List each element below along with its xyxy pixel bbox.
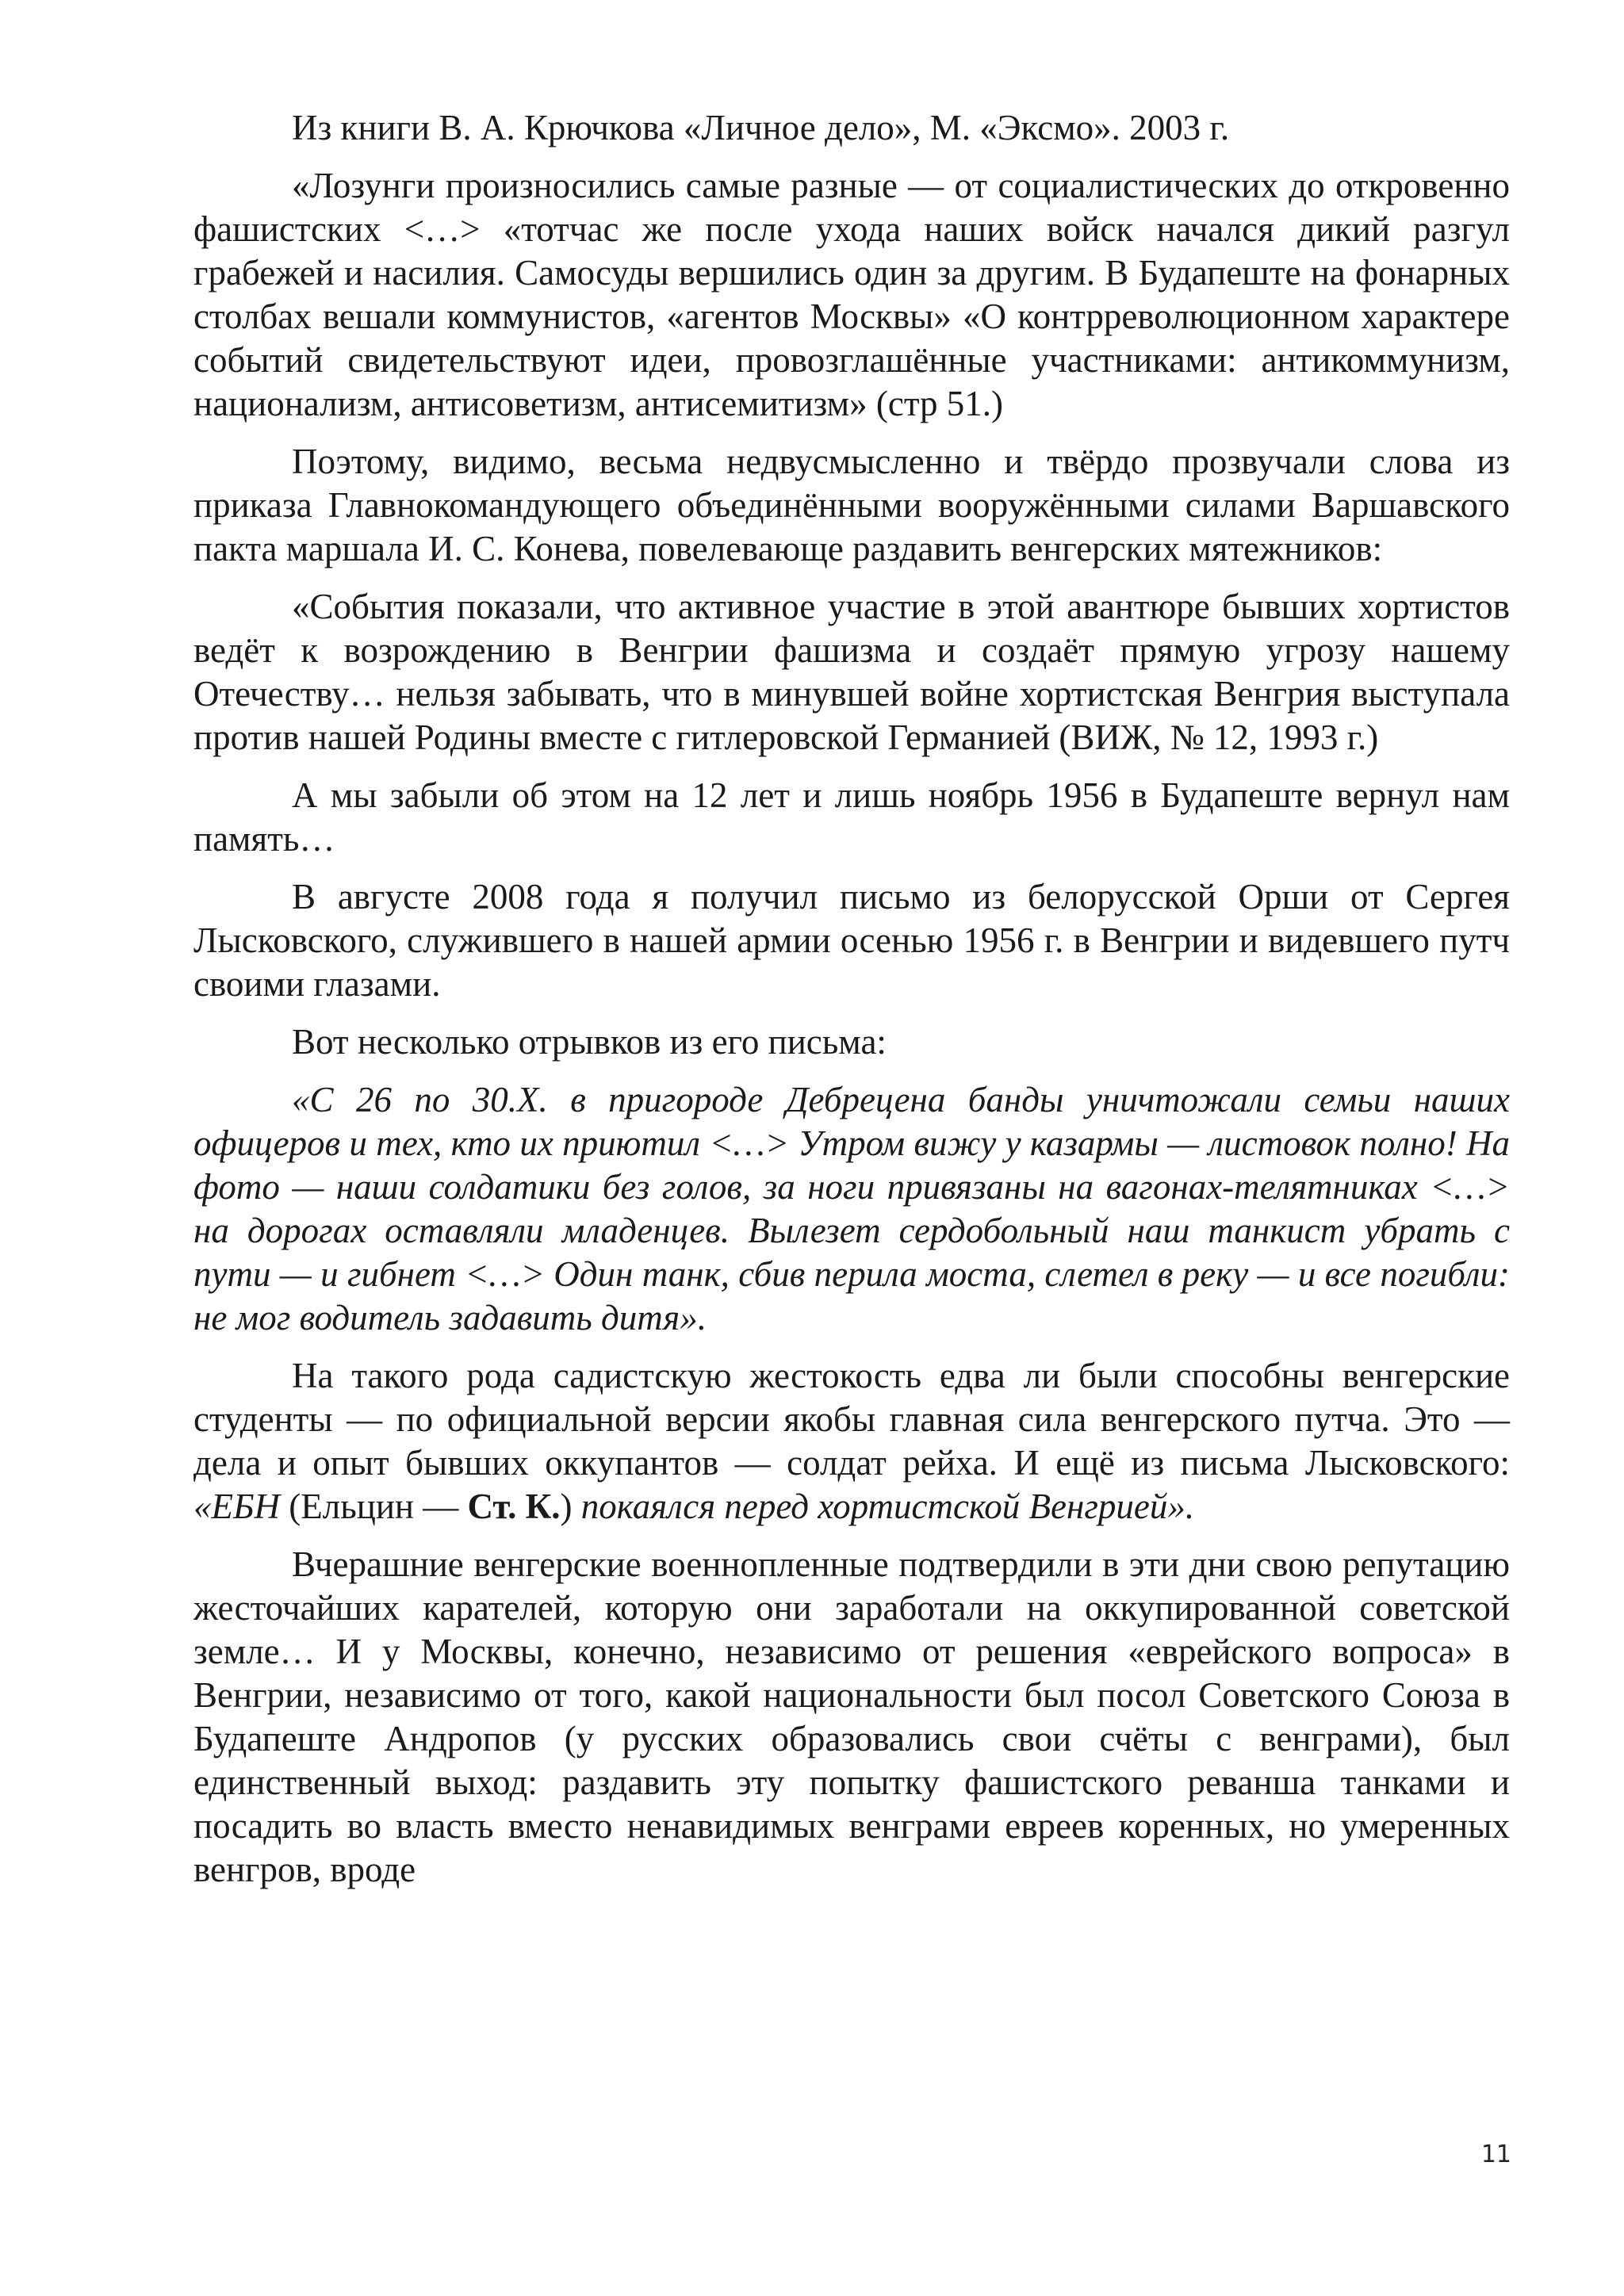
source-citation: Из книги В. А. Крючкова «Личное дело», М. «Эксмо». 2003 г.: [292, 108, 1230, 147]
paragraph-letter-excerpt: «С 26 по 30.Х. в пригороде Дебрецена банды уничтожали семьи наших офицеров и тех, кто их приютил <…> Утром вижу у казармы — листовок полно! На фото — наши солдатики без голов, за ноги привязаны на вагонах-телятниках <…> на дорогах оставляли младенцев. Вылезет сердобольный наш танкист убрать с пути — и гибнет <…> Один танк, сбив перила моста, слетел в реку — и все погибли: не мог водитель задавить дитя».: [193, 1080, 1510, 1337]
page-number: 11: [1480, 2141, 1511, 2168]
document-page: [193, 106, 1510, 1906]
paragraph-memory: А мы забыли об этом на 12 лет и лишь ноябрь 1956 в Будапеште вернул нам память…: [193, 775, 1510, 859]
paragraph-pow: Вчерашние венгерские военнопленные подтвердили в эти дни свою репутацию жесточайших карателей, которую они заработали на оккупированной советской земле… И у Москвы, конечно, независимо от решения «еврейского вопроса» в Венгрии, независимо от того, какой национальности был посол Советского Союза в Будапеште Андропов (у русских образовались свои счёты с венграми), был единственный выход: раздавить эту попытку фашистского реванша танками и посадить во власть вместо ненавидимых венграми евреев коренных, но умеренных венгров, вроде: [193, 1544, 1510, 1889]
paragraph-cruelty-italic-1: «ЕБН: [193, 1487, 281, 1526]
paragraph-cruelty-text-3: ): [560, 1487, 581, 1526]
paragraph-cruelty-text-1: На такого рода садистскую жестокость едва ли были способны венгерские студенты — по официальной версии якобы главная сила венгерского путча. Это — дела и опыт бывших оккупантов — солдат рейха. И ещё из письма Лысковского:: [193, 1356, 1510, 1483]
paragraph-quote-slogans: «Лозунги произносились самые разные — от социалистических до откровенно фашистских <…> «тотчас же после ухода наших войск начался дикий разгул грабежей и насилия. Самосуды вершились один за другим. В Будапеште на фонарных столбах вешали коммунистов, «агентов Москвы» «О контрреволюционном характере событий свидетельствуют идеи, провозглашённые участниками: антикоммунизм, национализм, антисоветизм, антисемитизм» (стр 51.): [193, 166, 1510, 423]
paragraph-cruelty: [193, 1354, 1510, 1529]
paragraph-cruelty-italic-2: покаялся перед хортистской Венгрией».: [580, 1487, 1195, 1526]
paragraph-konev-order: Поэтому, видимо, весьма недвусмысленно и твёрдо прозвучали слова из приказа Главнокомандующего объединёнными вооружёнными силами Варшавского пакта маршала И. С. Конева, повелевающе раздавить венгерских мятежников:: [193, 442, 1510, 568]
paragraph-letter-intro: В августе 2008 года я получил письмо из белорусской Орши от Сергея Лысковского, служившего в нашей армии осенью 1956 г. в Венгрии и видевшего путч своими глазами.: [193, 877, 1510, 1004]
paragraph-cruelty-bold: Ст. К.: [467, 1487, 561, 1526]
paragraph-excerpts-intro: Вот несколько отрывков из его письма:: [292, 1022, 887, 1062]
paragraph-cruelty-text-2: (Ельцин —: [280, 1487, 468, 1526]
paragraph-quote-events: «События показали, что активное участие в этой авантюре бывших хортистов ведёт к возрождению в Венгрии фашизма и создаёт прямую угрозу нашему Отечеству… нельзя забывать, что в минувшей войне хортистская Венгрия выступала против нашей Родины вместе с гитлеровской Германией (ВИЖ, № 12, 1993 г.): [193, 587, 1510, 757]
